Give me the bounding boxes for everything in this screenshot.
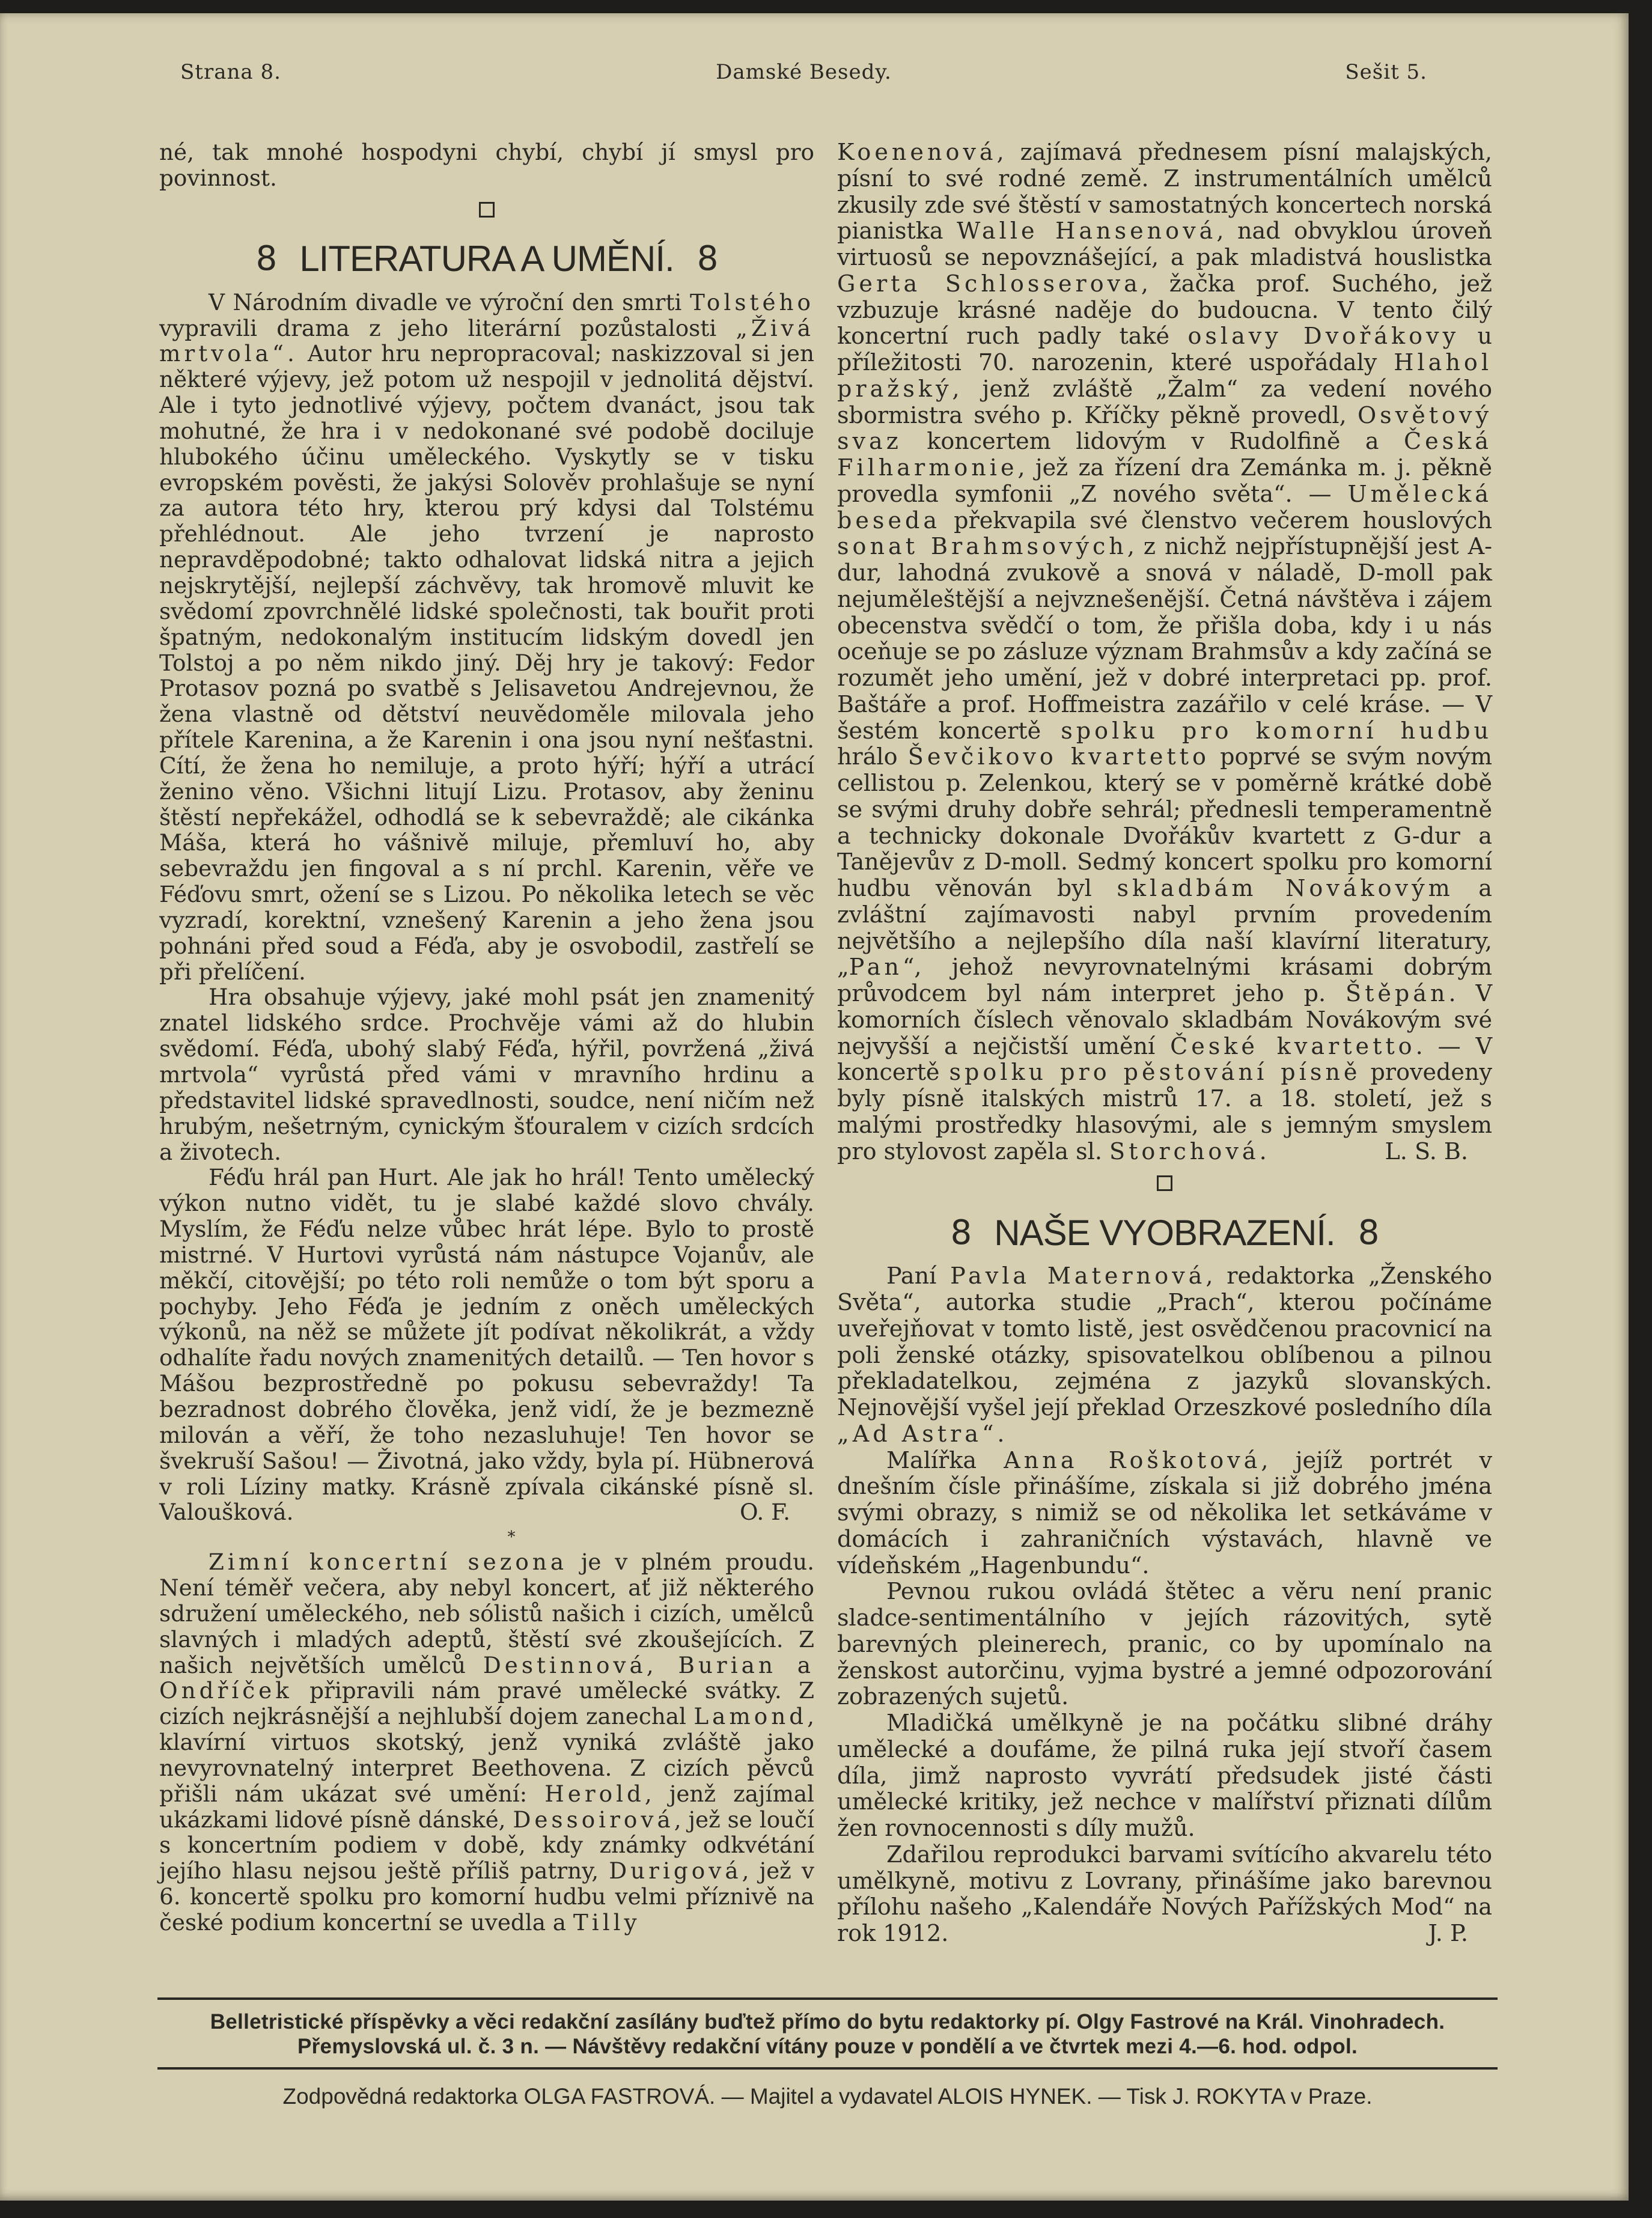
notice-line: Přemyslovská ul. č. 3 n. — Návštěvy redakční vítány pouze v pondělí a ve čtvrtek mezi 4.—6. hod. odpol. [297, 2035, 1358, 2058]
knot-ornament-icon: 8 [1358, 1213, 1379, 1253]
imprint-line: Zodpovědná redaktorka OLGA FASTROVÁ. — Majitel a vydavatel ALOIS HYNEK. — Tisk J. ROKYTA v Praze. [282, 2084, 1373, 2109]
theatre-review-paragraph: Féďu hrál pan Hurt. Ale jak ho hrál! Tento umělecký výkon nutno vidět, tu je slabé každé slovo chvály. Myslím, že Féďu nelze vůbec hrát lépe. Bylo to prostě mistrné. V Hurtovi vyrůstá nám nástupce Vojanův, ale měkčí, citovější; po této roli nemůže o tom být sporu a pochyby. Jeho Féďa je jedním z oněch uměleckých výkonů, na něž se můžete jít podívat několikrát, a vždy odhalíte řadu nových znamenitých detailů. — Ten hovor s Mášou bezprostředně po pokusu sebevraždy! Ta bezradnost dobrého člověka, jenž vidí, že je bezmezně milován a věří, že toho nezasluhuje! Ten hovor se švekruší Sašou! — Životná, jako vždy, byla pí. Hübnerová v roli Líziny matky. Krásně zpívala cikánské písně sl. Valoušková. O. F. [159, 1164, 814, 1526]
newspaper-page [0, 13, 1629, 2201]
author-signature: L. S. B. [1385, 1138, 1468, 1165]
concert-review-paragraph: Zimní koncertní sezona je v plném proudu. Není téměř večera, aby nebyl koncert, ať již některého sdružení uměleckého, neb sólistů našich i cizích, umělců slavných i mladých adeptů, štěstí své zkoušejících. Z našich největších umělců Destinnová, Burian a Ondříček připravili nám pravé umělecké svátky. Z cizích nejkrásnější a nejhlubší dojem zanechal Lamond, klavírní virtuos skotský, jenž vyniká zvláště jako nevyrovnatelný interpret Beethovena. Z cizích pěvců přišli nám ukázat své umění: Herold, jenž zajímal ukázkami lidové písně dánské, Dessoirová, jež se loučí s koncertním podiem v době, kdy známky odkvétání jejího hlasu nejsou ještě příliš patrny, Durigová, jež v 6. koncertě spolku pro komorní hudbu velmi příznivě na české podium koncertní se uvedla a Tilly [159, 1549, 815, 1936]
section-title: NAŠE VYOBRAZENÍ. [994, 1213, 1335, 1254]
intro-paragraph: né, tak mnohé hospodyni chybí, chybí jí smysl pro povinnost. [159, 139, 814, 191]
knot-ornament-icon: 8 [950, 1213, 972, 1253]
section-heading-illustrations [837, 1203, 1492, 1263]
author-name: Tolstého [689, 288, 814, 315]
theatre-review-paragraph: V Národním divadle ve výroční den smrti Tolstého vypravili drama z jeho literární pozůstalosti „Živá mrtvola“. Autor hru nepropracoval; naskizzoval si jen některé výjevy, jež potom už nespojil v jednolitá dějství. Ale i tyto jednotlivé výjevy, počtem dvanáct, jsou tak mohutné, že hra i v nedokonané své podobě dociluje hlubokého účinu uměleckého. Vyskytly se v tisku evropském pověsti, že jakýsi Solověv prohlašuje se nyní za autora této hry, kterou prý kdysi dal Tolstému přehlédnout. Ale jeho tvrzení je naprosto nepravděpodobné; takto odhalovat lidská nitra a jejich nejskrytější, nejlepší záchvěvy, tak hromově mluvit ke svědomí zpovrchnělé lidské společnosti, tak bouřit proti špatným, nedokonalým institucím lidským dovedl jen Tolstoj a po něm nikdo jiný. Děj hry je takový: Fedor Protasov pozná po svatbě s Jelisavetou Andrejevnou, že žena vlastně od dětství neuvědoměle milovala jeho přítele Karenina, a že Karenin i ona jsou nyní nešťastni. Cítí, že žena ho nemiluje, a proto hýří; hýří a utrácí ženino věno. Všichni litují Lizu. Protasov, aby ženinu štěstí nepřekážel, odhodlá se k sebevraždě; ale cikánka Máša, která ho vášnivě miluje, přemluví ho, aby sebevraždu jen fingoval a s ní prchl. Karenin, věře ve Féďovu smrt, ožení se s Lizou. Po několika letech se věc vyzradí, korektní, vznešený Karenin a jeho žena jsou pohnáni před soud a Féďa, aby je osvobodil, zastřelí se při přelíčení. [159, 288, 814, 985]
illustration-paragraph: Zdařilou reprodukci barvami svítícího akvarelu této umělkyně, motivu z Lovrany, přinášíme jako barevnou přílohu našeho „Kalendáře Nových Pařížských Mod“ na rok 1912. J. P. [837, 1841, 1492, 1946]
periodical-title: Damské Besedy. [716, 60, 892, 84]
footer-divider-top [157, 1997, 1498, 2000]
right-column [837, 139, 1492, 1947]
section-heading-literature [159, 230, 814, 290]
footer-divider-bottom [157, 2067, 1498, 2070]
star-separator: * [507, 1528, 516, 1547]
left-column [159, 139, 814, 1936]
editorial-notice [157, 2009, 1498, 2059]
concert-review-continuation: Koenenová, zajímavá přednesem písní malajských, písní to své rodné země. Z instrumentálních umělců zkusily zde své štěstí v samostatných koncertech norská pianistka Walle Hansenová, nad obvyklou úroveň virtuosů se nepovznášející, a pak mladistvá houslistka Gerta Schlosserova, žačka prof. Suchého, jež vzbuzuje krásné naděje do budoucna. V tento čilý koncertní ruch padly také oslavy Dvořákovy u příležitosti 70. narozenin, které uspořádaly Hlahol pražský, jenž zvláště „Žalm“ za vedení nového sbormistra svého p. Kříčky pěkně provedl, Osvětový svaz koncertem lidovým v Rudolfině a Česká Filharmonie, jež za řízení dra Zemánka m. j. pěkně provedla symfonii „Z nového světa“. — Umělecká beseda překvapila své členstvo večerem houslových sonat Brahmsových, z nichž nejpřístupnější jest A-dur, lahodná zvukově a snová v náladě, D-moll pak nejuměleštější a nejvznešenější. Četná návštěva i zájem obecenstva svědčí o tom, že přišla doba, kdy i u nás oceňuje se po zásluze význam Brahmsův a kdy začíná se rozumět jeho umění, jež v dobré interpretaci pp. prof. Baštáře a prof. Hoffmeistra zazářilo v celé kráse. — V šestém koncertě spolku pro komorní hudbu hrálo Ševčikovo kvartetto poprvé se svým novým cellistou p. Zelenkou, který se v poměrně krátké době se svými druhy dobře sehrál; přednesli temperamentně a technicky dokonale Dvořákův kvartett z G-dur a Tanějevův z D-moll. Sedmý koncert spolku pro komorní hudbu věnován byl skladbám Novákovým a zvláštní zajímavosti nabyl prvním provedením největšího a nejlepšího díla naší klavírní literatury, „Pan“, jehož nevyrovnatelnými krásami dobrým průvodcem byl nám interpret jeho p. Štěpán. V komorních číslech věnovalo skladbám Novákovým své nejvyšší a nejčistší umění České kvartetto. — V koncertě spolku pro pěstování písně provedeny byly písně italských mistrů 17. a 18. století, jež s malými prostředky hlasovými, ale s jemným smyslem pro stylovost zapěla sl. Storchová. L. S. B. [837, 139, 1492, 1165]
knot-ornament-icon: 8 [696, 239, 718, 279]
issue-number: Sešit 5. [1345, 60, 1427, 84]
theatre-review-paragraph: Hra obsahuje výjevy, jaké mohl psát jen znamenitý znatel lidského srdce. Prochvěje vámi až do hlubin svědomí. Féďa, ubohý slabý Féďa, hýřil, povržená „živá mrtvola“ vyrůstá před vámi v mravního hrdinu a představitel lidské spravedlnosti, soudce, není ničím než hrubým, nešetrným, cynickým šťouralem v cizích srdcích a životech. [159, 984, 814, 1165]
author-signature: O. F. [739, 1499, 790, 1526]
section-title: LITERATURA A UMĚNÍ. [299, 239, 674, 279]
author-signature: J. P. [1428, 1920, 1468, 1946]
knot-ornament-icon: 8 [255, 239, 277, 279]
illustration-paragraph: Paní Pavla Maternová, redaktorka „Ženského Světa“, autorka studie „Prach“, kterou počínáme uveřejňovat v tomto listě, jest osvědčenou pracovnicí na poli ženské otázky, spisovatelkou oblíbenou a pilnou překladatelkou, zejména z jazyků slovanských. Nejnovější vyšel její překlad Orzeszkové posledního díla „Ad Astra“. [837, 1263, 1492, 1447]
illustration-paragraph: Mladičká umělkyně je na počátku slibné dráhy umělecké a doufáme, že pilná ruka její stvoří časem díla, jimž naprosto vyvrátí předsudek jisté části umělecké kritiky, jež nechce v malířství přiznati dílům žen rovnocennosti s díly mužů. [837, 1710, 1492, 1841]
play-title: „Živá mrtvola“. [159, 314, 814, 367]
illustration-paragraph: Pevnou rukou ovládá štětec a věru není pranic sladce-sentimentálního v jejích rázovitých, sytě barevných pleinerech, pranic, co by upomínalo na ženskost autorčinu, vyjma bystré a jemné odpozorování zobrazených sujetů. [837, 1578, 1492, 1710]
square-ornament [159, 192, 814, 226]
square-ornament [837, 1166, 1492, 1199]
running-header [180, 60, 1427, 96]
illustration-paragraph: Malířka Anna Roškotová, jejíž portrét v dnešním čísle přinášíme, získala si již dobrého jména svými obrazy, s nimiž se od několika let setkáváme v domácích i zahraničních výstavách, hlavně ve vídeňském „Hagenbundu“. [837, 1446, 1492, 1579]
page-number: Strana 8. [180, 60, 281, 84]
notice-line: Belletristické příspěvky a věci redakční zasílány buďtež přímo do bytu redaktorky pí. Olgy Fastrové na Král. Vinohradech. [210, 2010, 1445, 2034]
